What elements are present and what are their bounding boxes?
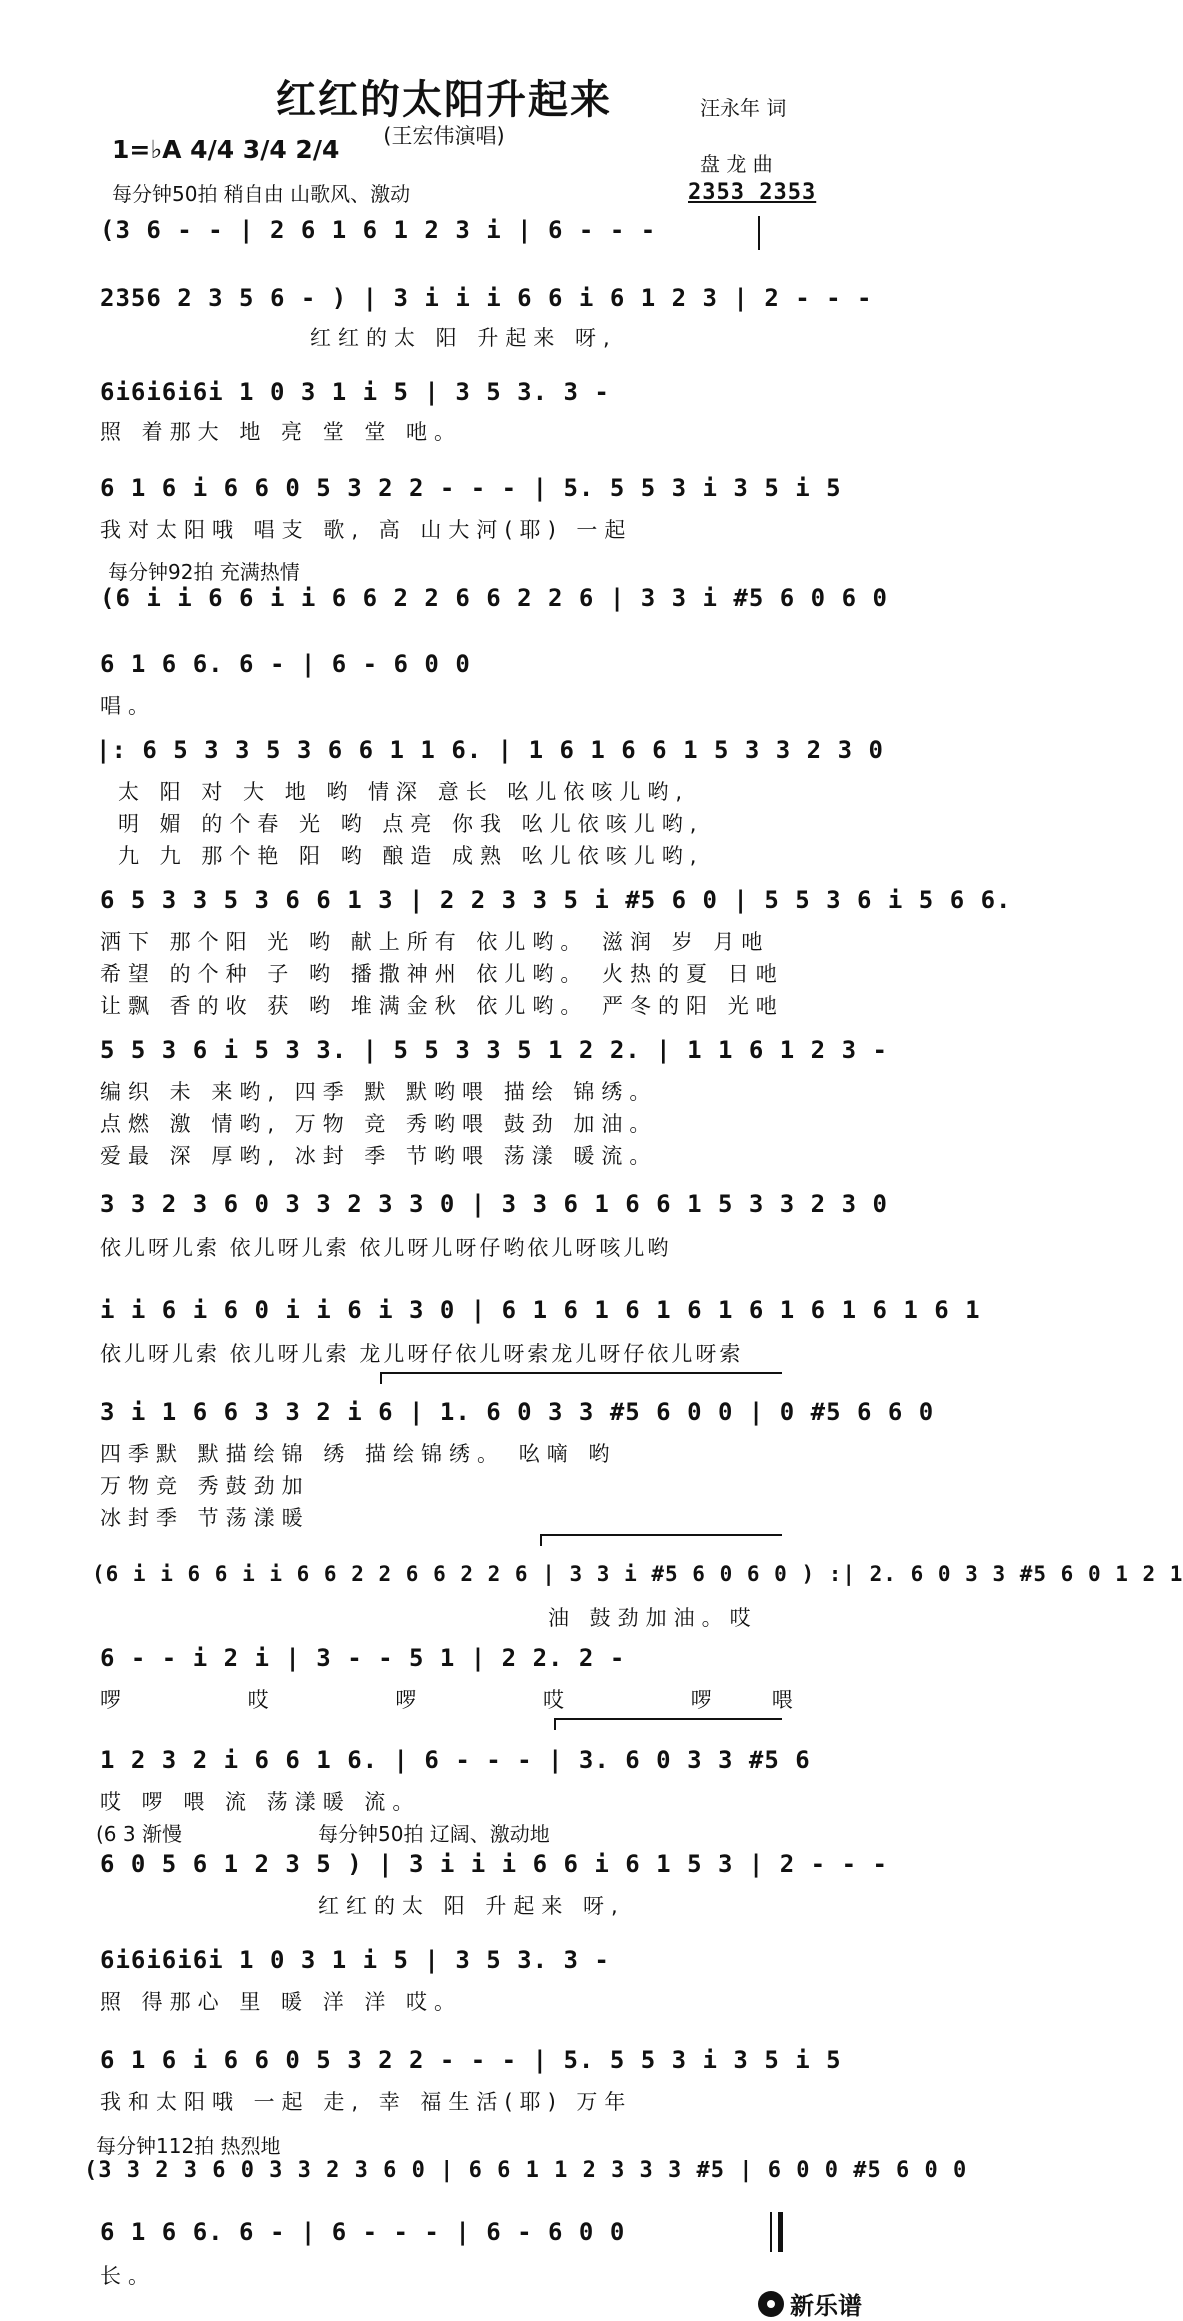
corner-notes: 2353 2353 [688, 180, 817, 205]
lyric-line-3: 照 着那大 地 亮 堂 堂 吔。 [100, 420, 463, 444]
verse-line-8c: 让飘 香的收 获 哟 堆满金秋 依儿哟。 严冬的阳 光吔 [100, 994, 784, 1018]
score-line-14: 6 - - i 2 i | 3 - - 5 1 | 2 2. 2 - [100, 1644, 626, 1672]
score-line-10: 3 3 2 3 6 0 3 3 2 3 3 0 | 3 3 6 1 6 6 1 5 3 3 2 3 0 [100, 1190, 888, 1218]
verse-line-12c: 冰封季 节荡漾暖 [100, 1506, 310, 1530]
song-title: 红红的太阳升起来 [276, 77, 612, 123]
site-logo [758, 2286, 862, 2321]
lyric-line-4: 我对太阳哦 唱支 歌, 高 山大河(耶) 一起 [100, 518, 633, 542]
lyric-line-14: 啰 哎 啰 哎 啰喂 [100, 1688, 853, 1712]
performer-subtitle: (王宏伟演唱) [383, 124, 505, 148]
lyricist-credit: 汪永年 词 [700, 96, 787, 120]
verse-line-9a: 编织 未 来哟, 四季 默 默哟喂 描绘 锦绣。 [100, 1080, 658, 1104]
score-line-7: |: 6 5 3 3 5 3 6 6 1 1 6. | 1 6 1 6 6 1 5 3 3 2 3 0 [96, 736, 884, 764]
lyric-line-20: 长。 [100, 2264, 156, 2288]
score-line-2: 2356 2 3 5 6 - ) | 3 i i i 6 6 i 6 1 2 3 | 2 - - - [100, 284, 873, 312]
score-line-15: 1 2 3 2 i 6 6 1 6. | 6 - - - | 3. 6 0 3 3 #5 6 [100, 1746, 811, 1774]
lyric-line-15: 哎 啰 喂 流 荡漾暖 流。 [100, 1790, 421, 1814]
lyric-line-10: 依儿呀儿索 依儿呀儿索 依儿呀儿呀仔哟依儿呀咳儿哟 [100, 1236, 672, 1260]
key-time-signature: 1=♭A 4/4 3/4 2/4 [112, 135, 340, 164]
verse-line-7b: 明 媚 的个春 光 哟 点亮 你我 吆儿依咳儿哟, [118, 812, 704, 836]
score-line-13: (6 i i 6 6 i i 6 6 2 2 6 6 2 2 6 | 3 3 i #5 6 0 6 0 ) :| 2. 6 0 3 3 #5 6 0 1 2 1 [92, 1562, 1183, 1586]
lyric-line-6: 唱。 [100, 694, 156, 718]
lyric-line-17: 照 得那心 里 暖 洋 洋 哎。 [100, 1990, 463, 2014]
lyric-line-16: 红红的太 阳 升起来 呀, [318, 1894, 625, 1918]
verse-line-12b: 万物竞 秀鼓劲加 [100, 1474, 310, 1498]
lyric-line-18: 我和太阳哦 一起 走, 幸 福生活(耶) 万年 [100, 2090, 633, 2114]
tempo-intro: 每分钟50拍 稍自由 山歌风、激动 [112, 182, 411, 206]
verse-line-7c: 九 九 那个艳 阳 哟 酿造 成熟 吆儿依咳儿哟, [118, 844, 704, 868]
score-line-3: 6i6i6i6i 1 0 3 1 i 5 | 3 5 3. 3 - [100, 378, 610, 406]
verse-line-9c: 爱最 深 厚哟, 冰封 季 节哟喂 荡漾 暖流。 [100, 1144, 658, 1168]
score-line-8: 6 5 3 3 5 3 6 6 1 3 | 2 2 3 3 5 i #5 6 0 | 5 5 3 6 i 5 6 6. [100, 886, 1012, 914]
score-line-16: 6 0 5 6 1 2 3 5 ) | 3 i i i 6 6 i 6 1 5 3 | 2 - - - [100, 1850, 888, 1878]
composer-credit: 盘 龙 曲 [700, 152, 773, 176]
lyric-line-2: 红红的太 阳 升起来 呀, [310, 326, 617, 350]
score-line-17: 6i6i6i6i 1 0 3 1 i 5 | 3 5 3. 3 - [100, 1946, 610, 1974]
verse-line-9b: 点燃 激 情哟, 万物 竞 秀哟喂 鼓劲 加油。 [100, 1112, 658, 1136]
score-line-18: 6 1 6 i 6 6 0 5 3 2 2 - - - | 5. 5 5 3 i 3 5 i 5 [100, 2046, 842, 2074]
tempo-3: (6 3 渐慢 [96, 1822, 182, 1846]
score-line-19: (3 3 2 3 6 0 3 3 2 3 6 0 | 6 6 1 1 2 3 3 3 #5 | 6 0 0 #5 6 0 0 [84, 2158, 968, 2183]
lyric-line-11: 依儿呀儿索 依儿呀儿索 龙儿呀仔依儿呀索龙儿呀仔依儿呀索 [100, 1342, 744, 1366]
tempo-4: 每分钟112拍 热烈地 [96, 2134, 281, 2158]
verse-line-7a: 太 阳 对 大 地 哟 情深 意长 吆儿依咳儿哟, [118, 780, 690, 804]
tempo-2: 每分钟92拍 充满热情 [108, 560, 300, 584]
tempo-3b: 每分钟50拍 辽阔、激动地 [318, 1822, 550, 1846]
record-icon [758, 2291, 784, 2317]
score-line-6: 6 1 6 6. 6 - | 6 - 6 0 0 [100, 650, 471, 678]
score-line-1: (3 6 - - | 2 6 1 6 1 2 3 i | 6 - - - [100, 216, 657, 244]
logo-text: 新乐谱 [790, 2292, 862, 2320]
score-line-12: 3 i 1 6 6 3 3 2 i 6 | 1. 6 0 3 3 #5 6 0 0 | 0 #5 6 6 0 [100, 1398, 935, 1426]
score-line-5: (6 i i 6 6 i i 6 6 2 2 6 6 2 2 6 | 3 3 i #5 6 0 6 0 [100, 584, 888, 612]
verse-line-12a: 四季默 默描绘锦 绣 描绘锦绣。 吆嘀 哟 [100, 1442, 617, 1466]
lyric-line-13: 油 鼓劲加油。哎 [548, 1606, 758, 1630]
verse-line-8a: 洒下 那个阳 光 哟 献上所有 依儿哟。 滋润 岁 月吔 [100, 930, 770, 954]
score-line-9: 5 5 3 6 i 5 3 3. | 5 5 3 3 5 1 2 2. | 1 1 6 1 2 3 - [100, 1036, 888, 1064]
verse-line-8b: 希望 的个种 子 哟 播撒神州 依儿哟。 火热的夏 日吔 [100, 962, 784, 986]
score-line-20: 6 1 6 6. 6 - | 6 - - - | 6 - 6 0 0 [100, 2218, 626, 2246]
score-line-4: 6 1 6 i 6 6 0 5 3 2 2 - - - | 5. 5 5 3 i 3 5 i 5 [100, 474, 842, 502]
score-line-11: i i 6 i 6 0 i i 6 i 3 0 | 6 1 6 1 6 1 6 1 6 1 6 1 6 1 6 1 [100, 1296, 981, 1324]
